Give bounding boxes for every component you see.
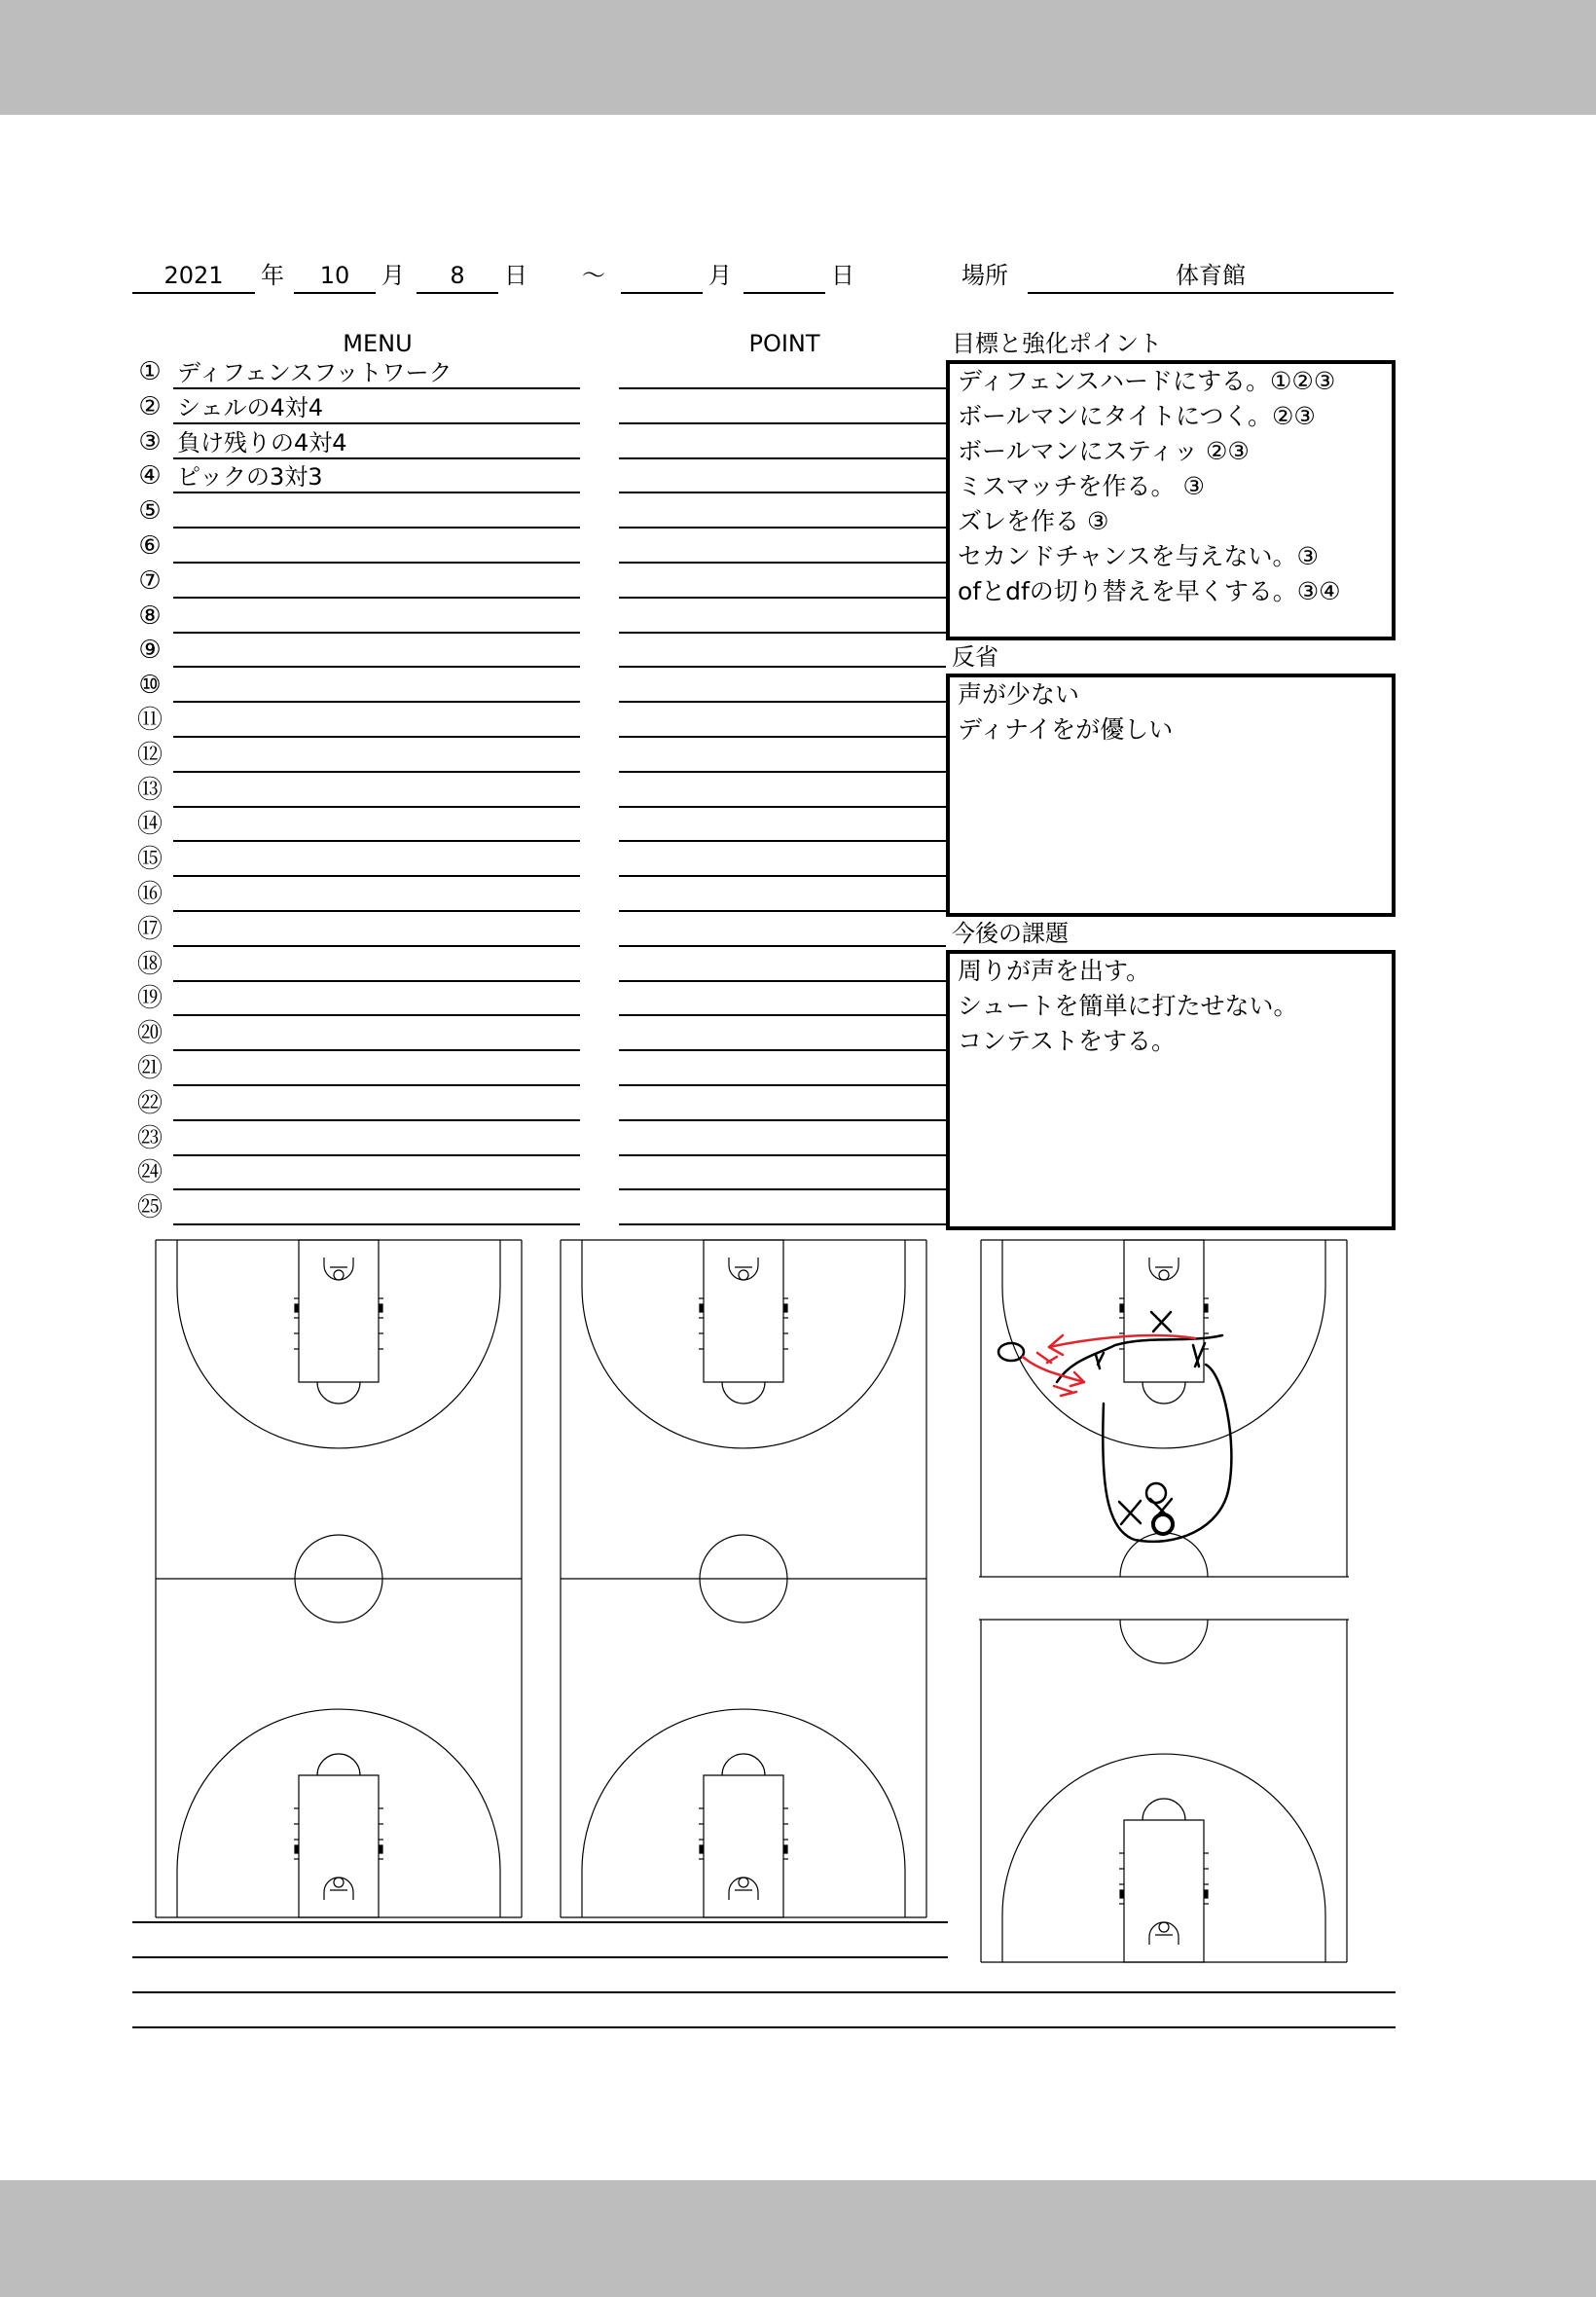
point-line	[619, 387, 946, 389]
menu-line	[173, 422, 580, 424]
menu-line	[173, 632, 580, 634]
three-point-arc	[177, 1709, 500, 1871]
menu-line	[173, 806, 580, 808]
menu-line	[173, 666, 580, 668]
goals-title: 目標と強化ポイント	[952, 330, 1162, 357]
paint-area	[299, 1775, 379, 1917]
row-number: ⑧	[138, 601, 162, 631]
goals-line: ミスマッチを作る。 ③	[958, 472, 1205, 500]
notes-line[interactable]	[132, 1921, 948, 1923]
menu-line	[173, 910, 580, 912]
point-column-heading: POINT	[748, 330, 820, 357]
reflection-box[interactable]	[946, 674, 1396, 917]
row-number: ㉔	[136, 1158, 163, 1188]
row-number: ④	[138, 461, 162, 492]
row-number: ⑬	[136, 775, 163, 805]
row-number: ⑫	[136, 740, 163, 770]
menu-line	[173, 1119, 580, 1121]
range-tilde: ～	[582, 262, 605, 289]
three-point-arc	[1002, 1754, 1325, 1915]
row-number: ⑯	[136, 880, 163, 909]
half-court-drawn-play[interactable]	[979, 1238, 1349, 1579]
free-throw-arc	[722, 1754, 765, 1775]
reflection-line: ディナイをが優しい	[958, 715, 1174, 744]
menu-column-heading: MENU	[343, 330, 413, 357]
notes-line[interactable]	[132, 2026, 1396, 2028]
goals-line: セカンドチャンスを与えない。③	[958, 542, 1319, 570]
row-number: ⑤	[138, 496, 162, 527]
three-point-arc	[582, 1287, 905, 1448]
row-number: ②	[138, 391, 162, 421]
menu-line	[173, 387, 580, 389]
point-line	[619, 527, 946, 529]
full-court-diagram-2[interactable]	[559, 1238, 928, 1919]
center-circle-half	[1120, 1620, 1208, 1663]
free-throw-arc	[317, 1754, 360, 1775]
place-field[interactable]: 体育館	[1176, 262, 1246, 289]
point-line	[619, 945, 946, 947]
row-number: ⑰	[136, 914, 163, 944]
point-line	[619, 1188, 946, 1190]
notes-line[interactable]	[132, 1956, 948, 1958]
menu-line	[173, 980, 580, 982]
row-number: ⑭	[136, 810, 163, 840]
hoop	[334, 1878, 344, 1887]
point-line	[619, 1084, 946, 1086]
point-line	[619, 562, 946, 564]
reflection-line: 声が少ない	[958, 680, 1080, 709]
paint-area	[1124, 1820, 1204, 1962]
month-field[interactable]: 10	[319, 262, 350, 289]
point-line	[619, 840, 946, 842]
hoop	[1159, 1270, 1169, 1280]
menu-item-text[interactable]: シェルの4対4	[177, 393, 324, 421]
row-number: ⑲	[136, 984, 163, 1014]
year-field[interactable]: 2021	[163, 262, 224, 289]
paint-area	[704, 1775, 783, 1917]
full-court-diagram-1[interactable]	[154, 1238, 524, 1919]
end-month-label: 月	[708, 262, 732, 289]
day-label: 日	[504, 262, 527, 289]
menu-line	[173, 1084, 580, 1086]
point-line	[619, 666, 946, 668]
row-number: ⑦	[138, 565, 162, 596]
reflection-title: 反省	[952, 643, 998, 671]
point-line	[619, 910, 946, 912]
row-number: ⑮	[136, 845, 163, 875]
free-throw-arc	[722, 1382, 765, 1404]
hoop	[1159, 1922, 1169, 1932]
passing-arrows	[1023, 1335, 1195, 1396]
menu-line	[173, 1049, 580, 1051]
point-line	[619, 875, 946, 877]
row-number: ㉕	[136, 1193, 163, 1223]
menu-line	[173, 701, 580, 703]
free-throw-arc	[1143, 1799, 1185, 1820]
menu-line	[173, 597, 580, 599]
point-line	[619, 1119, 946, 1121]
goals-line: ボールマンにタイトにつく。②③	[958, 402, 1316, 430]
row-number: ⑪	[136, 706, 163, 735]
end-day-label: 日	[831, 262, 854, 289]
point-line	[619, 736, 946, 738]
paint-area	[704, 1240, 783, 1382]
day-field[interactable]: 8	[450, 262, 465, 289]
menu-line	[173, 736, 580, 738]
paint-area	[1124, 1240, 1204, 1382]
row-number: ⑨	[138, 636, 162, 666]
future-title: 今後の課題	[952, 920, 1069, 947]
row-number: ⑳	[136, 1019, 163, 1049]
row-number: ③	[138, 426, 162, 456]
goals-line: ディフェンスハードにする。①②③	[958, 367, 1336, 395]
player-drawing	[998, 1312, 1231, 1542]
row-number: ⑥	[138, 531, 162, 561]
menu-line	[173, 457, 580, 459]
menu-item-text[interactable]: ディフェンスフットワーク	[177, 359, 453, 386]
menu-line	[173, 875, 580, 877]
point-line	[619, 771, 946, 773]
goals-box[interactable]	[946, 360, 1396, 640]
menu-line	[173, 1223, 580, 1225]
menu-line	[173, 1014, 580, 1016]
future-line: コンテストをする。	[958, 1027, 1177, 1055]
point-line	[619, 806, 946, 808]
hoop	[334, 1270, 344, 1280]
menu-line	[173, 492, 580, 493]
hoop	[739, 1270, 748, 1280]
point-line	[619, 1223, 946, 1225]
row-number: ㉓	[136, 1123, 163, 1153]
point-line	[619, 457, 946, 459]
paint-area	[299, 1240, 379, 1382]
goals-line: ofとdfの切り替えを早くする。③④	[958, 577, 1341, 605]
menu-item-text[interactable]: ピックの3対3	[177, 463, 323, 492]
menu-line	[173, 527, 580, 529]
future-line: 周りが声を出す。	[958, 957, 1151, 985]
menu-line	[173, 840, 580, 842]
point-line	[619, 1049, 946, 1051]
hoop	[739, 1878, 748, 1887]
point-line	[619, 597, 946, 599]
future-line: シュートを簡単に打たせない。	[958, 992, 1298, 1020]
row-number: ㉒	[136, 1088, 163, 1118]
row-number: ⑱	[136, 949, 163, 979]
menu-line	[173, 771, 580, 773]
menu-line	[173, 1154, 580, 1156]
menu-item-text[interactable]: 負け残りの4対4	[177, 428, 347, 456]
free-throw-arc	[1143, 1382, 1185, 1404]
year-label: 年	[261, 262, 284, 289]
point-line	[619, 980, 946, 982]
point-line	[619, 1154, 946, 1156]
row-number: ⑩	[138, 671, 162, 701]
point-line	[619, 701, 946, 703]
three-point-arc	[1002, 1287, 1325, 1448]
place-label: 場所	[961, 262, 1008, 289]
worksheet-page	[0, 115, 1596, 2180]
goals-line: ボールマンにスティッ ②③	[958, 437, 1250, 465]
point-line	[619, 492, 946, 493]
notes-line[interactable]	[132, 1991, 1396, 1993]
row-number: ①	[138, 357, 162, 386]
point-line	[619, 632, 946, 634]
menu-line	[173, 562, 580, 564]
three-point-arc	[177, 1287, 500, 1448]
row-number: ㉑	[136, 1054, 163, 1083]
menu-line	[173, 1188, 580, 1190]
point-line	[619, 1014, 946, 1016]
goals-line: ズレを作る ③	[958, 507, 1109, 535]
month-label: 月	[381, 262, 405, 289]
menu-line	[173, 945, 580, 947]
point-line	[619, 422, 946, 424]
half-court-diagram[interactable]	[979, 1614, 1349, 1964]
free-throw-arc	[317, 1382, 360, 1404]
three-point-arc	[582, 1709, 905, 1871]
future-box[interactable]	[946, 950, 1396, 1230]
